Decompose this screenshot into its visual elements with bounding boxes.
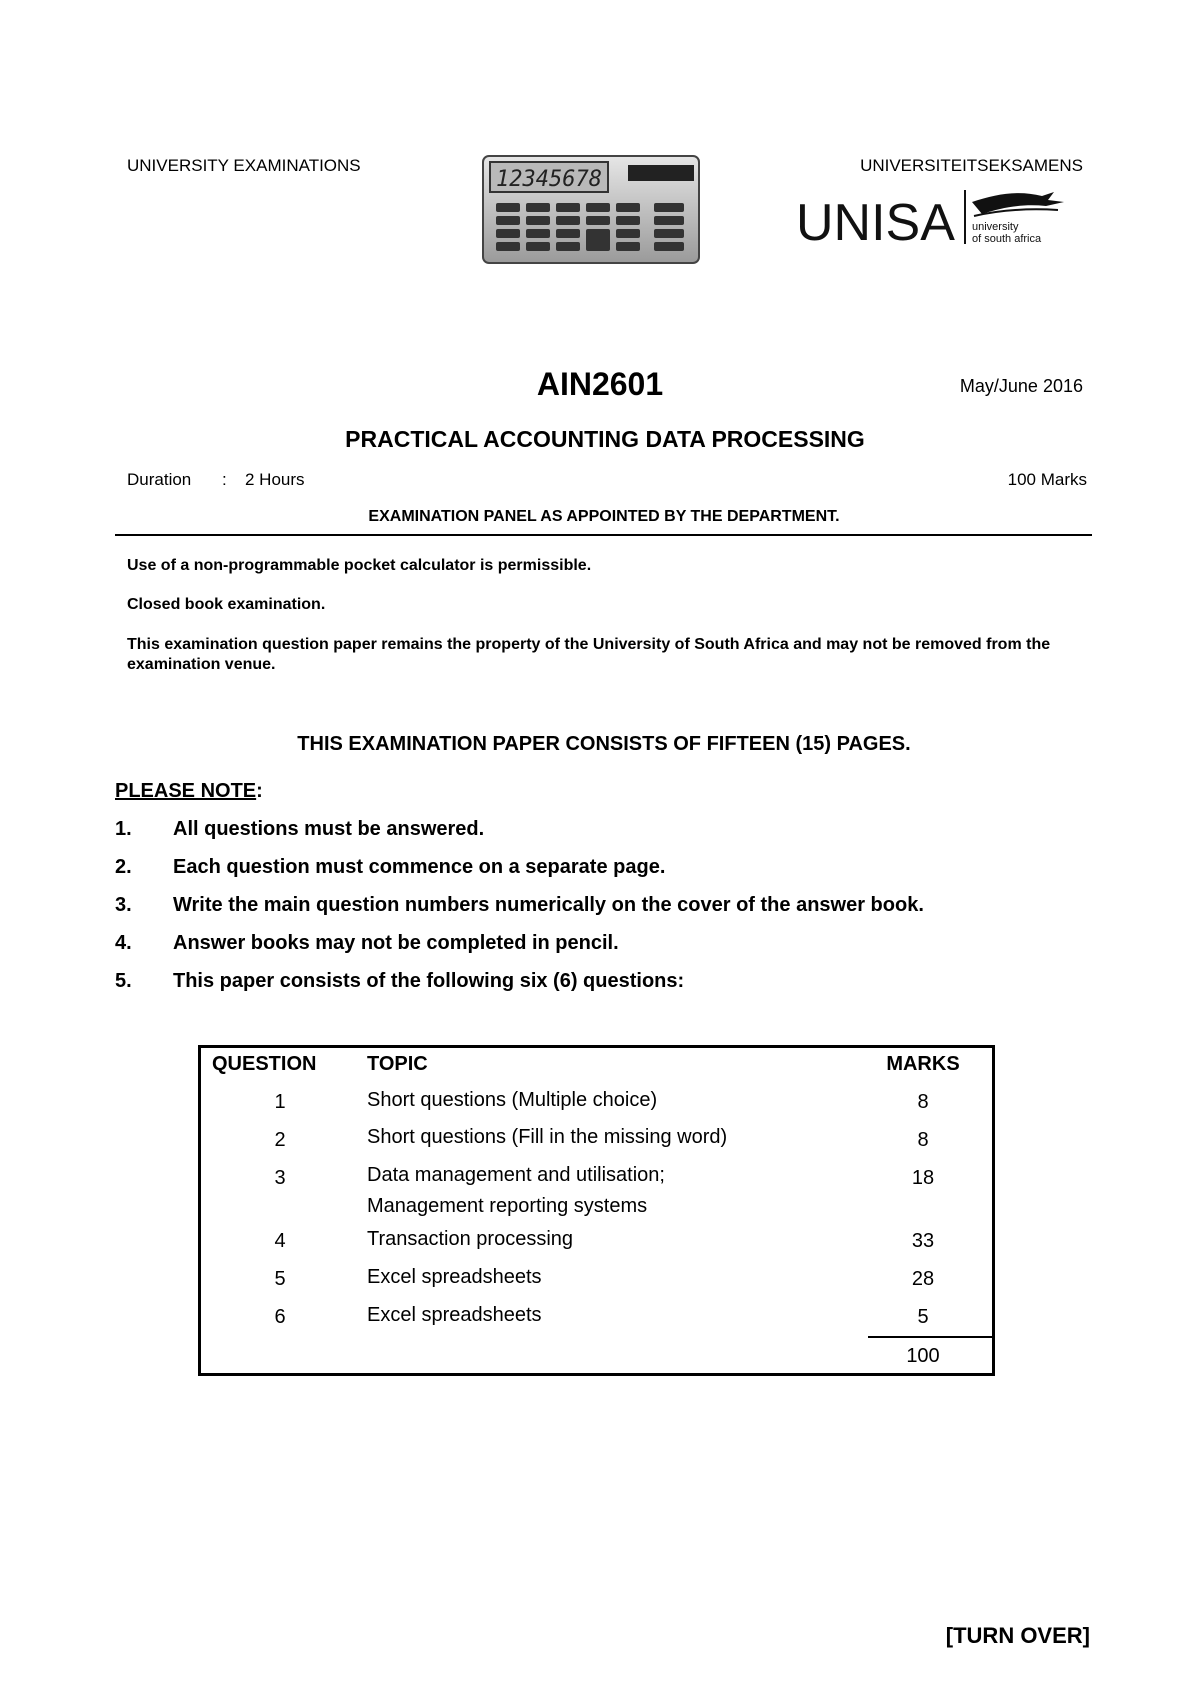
table-row-marks: 8 (917, 1129, 929, 1151)
svg-text:UNISA: UNISA (796, 194, 955, 250)
table-row-question: 6 (274, 1306, 286, 1328)
table-row-topic: Excel spreadsheets (367, 1266, 542, 1288)
table-row-topic: Transaction processing (367, 1228, 574, 1250)
table-total-marks: 100 (906, 1345, 940, 1367)
table-header-marks: MARKS (886, 1053, 960, 1075)
calculator-display: 12345678 (496, 167, 602, 192)
pages-notice: THIS EXAMINATION PAPER CONSISTS OF FIFTEEN (15) PAGES. (297, 733, 911, 755)
turn-over: [TURN OVER] (945, 1623, 1090, 1648)
table-row-marks: 5 (917, 1306, 929, 1328)
duration-label: Duration (127, 470, 192, 489)
header-left-text: UNIVERSITY EXAMINATIONS (127, 156, 361, 175)
calculator-icon (482, 155, 700, 264)
table-row-marks: 28 (911, 1268, 935, 1290)
table-row-question: 5 (274, 1268, 286, 1290)
unisa-logo (796, 190, 1068, 250)
table-row-marks: 33 (911, 1230, 935, 1252)
table-row-marks: 8 (917, 1091, 929, 1113)
table-row-topic: Short questions (Fill in the missing word) (367, 1126, 728, 1148)
svg-text:of south africa: of south africa (972, 233, 1042, 245)
table-row-question: 4 (274, 1230, 286, 1252)
instruction-property: This examination question paper remains the property of the University of South Africa and may not be removed from the examination venue. (127, 636, 1051, 673)
table-row-question: 3 (274, 1167, 286, 1189)
exam-title: PRACTICAL ACCOUNTING DATA PROCESSING (345, 426, 865, 452)
svg-text:university: university (972, 221, 1019, 233)
header-divider (115, 534, 1092, 536)
table-row-question: 1 (274, 1091, 286, 1113)
table-header-question: QUESTION (212, 1053, 317, 1075)
table-header-topic: TOPIC (367, 1053, 428, 1075)
instruction-closed-book: Closed book examination. (127, 596, 326, 613)
exam-date: May/June 2016 (959, 376, 1083, 396)
course-code: AIN2601 (536, 366, 664, 402)
total-marks: 100 Marks (1007, 470, 1087, 489)
table-row-question: 2 (274, 1129, 286, 1151)
examination-panel: EXAMINATION PANEL AS APPOINTED BY THE DEPARTMENT. (368, 508, 840, 525)
please-note-heading: PLEASE NOTE: (115, 780, 263, 802)
duration-value: 2 Hours (245, 470, 305, 489)
duration-colon: : (222, 470, 227, 489)
table-row-topic: Excel spreadsheets (367, 1304, 542, 1326)
table-row-marks: 18 (911, 1167, 935, 1189)
header-right-text: UNIVERSITEITSEKSAMENS (860, 156, 1083, 175)
instruction-calculator: Use of a non-programmable pocket calculator is permissible. (127, 557, 592, 574)
total-underline (868, 1336, 994, 1338)
table-row-topic-line2: Management reporting systems (367, 1195, 648, 1217)
table-row-topic: Short questions (Multiple choice) (367, 1089, 658, 1111)
table-row-topic: Data management and utilisation; (367, 1164, 665, 1186)
